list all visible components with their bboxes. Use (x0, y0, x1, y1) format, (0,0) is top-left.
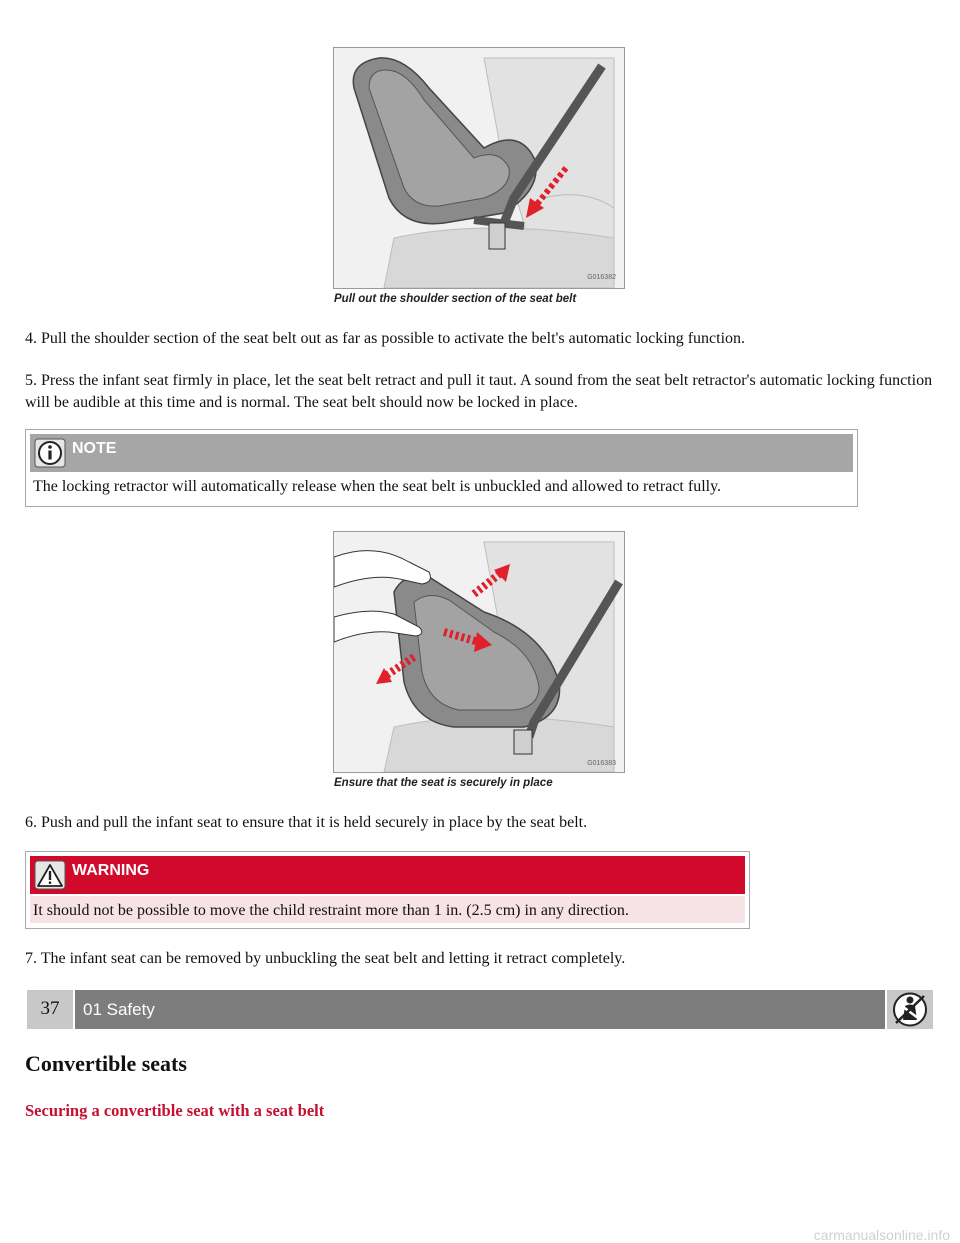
warning-triangle-icon (34, 860, 66, 890)
warning-header (30, 856, 745, 894)
infant-seat-push-pull-illustration (334, 532, 624, 772)
warning-box (25, 851, 750, 929)
seatbelt-icon-box (887, 990, 933, 1029)
note-text: The locking retractor will automatically release when the seat belt is unbuckled and allowed to retract fully. (33, 478, 722, 495)
infant-seat-belt-illustration (334, 48, 624, 288)
warning-label: WARNING (72, 862, 150, 879)
note-box (25, 429, 858, 507)
section-title: 01 Safety (75, 990, 885, 1029)
section-subheading: Securing a convertible seat with a seat belt (25, 1101, 325, 1120)
watermark: carmanualsonline.info (813, 1227, 950, 1243)
figure-code: G016383 (587, 760, 616, 767)
step-5: 5. Press the infant seat firmly in place, let the seat belt retract and pull it taut. A sound from the seat belt retractor's automatic locking function will be audible at this time and is normal. The seat belt should now be locked in place. (25, 372, 933, 411)
step-6: 6. Push and pull the infant seat to ensure that it is held securely in place by the seat belt. (25, 814, 588, 831)
figure-secure-seat (333, 531, 625, 789)
note-label: NOTE (72, 440, 117, 457)
warning-text: It should not be possible to move the child restraint more than 1 in. (2.5 cm) in any direction. (30, 896, 745, 923)
figure-shoulder-belt (333, 47, 625, 305)
step-4: 4. Pull the shoulder section of the seat belt out as far as possible to activate the belt's automatic locking function. (25, 330, 746, 347)
info-icon (34, 438, 66, 468)
step-7: 7. The infant seat can be removed by unbuckling the seat belt and letting it retract completely. (25, 950, 626, 967)
note-header (30, 434, 853, 472)
section-footer (27, 990, 933, 1029)
figure-caption: Ensure that the seat is securely in place (334, 777, 553, 789)
seatbelt-icon (887, 990, 933, 1029)
figure-caption: Pull out the shoulder section of the seat belt (334, 293, 577, 305)
figure-code: G016382 (587, 274, 616, 281)
page-number: 37 (27, 990, 73, 1029)
section-heading: Convertible seats (25, 1051, 187, 1076)
